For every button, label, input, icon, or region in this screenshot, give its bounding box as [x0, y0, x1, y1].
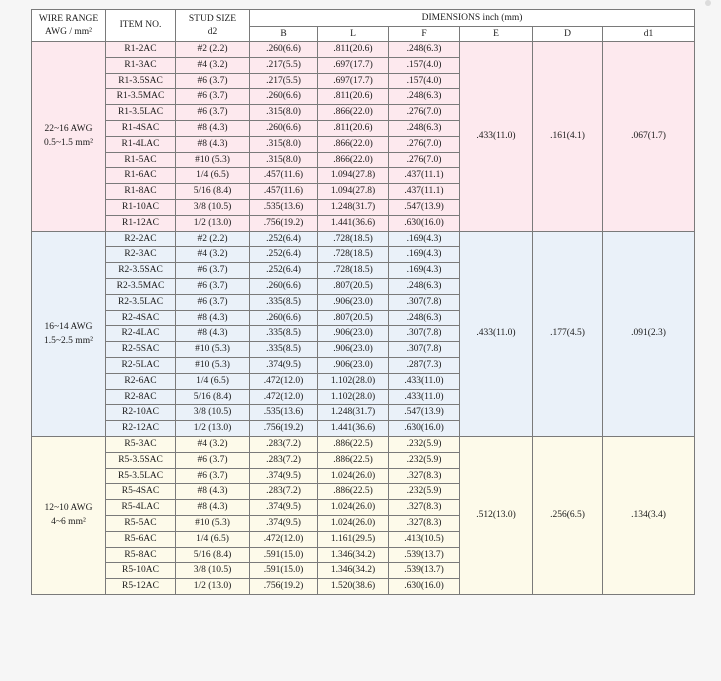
- dim-f-cell: .169(4.3): [389, 247, 460, 263]
- dim-b-cell: .315(8.0): [250, 136, 318, 152]
- dim-d1-cell: .134(3.4): [603, 436, 695, 594]
- dim-l-cell: 1.024(26.0): [318, 468, 389, 484]
- header-col-l: L: [318, 27, 389, 42]
- dim-f-cell: .248(6.3): [389, 278, 460, 294]
- dim-b-cell: .252(6.4): [250, 263, 318, 279]
- dim-d-cell: .177(4.5): [533, 231, 603, 436]
- dim-b-cell: .756(19.2): [250, 215, 318, 231]
- dim-l-cell: .811(20.6): [318, 42, 389, 58]
- dim-b-cell: .252(6.4): [250, 247, 318, 263]
- dim-l-cell: .807(20.5): [318, 310, 389, 326]
- stud-size-cell: #8 (4.3): [176, 500, 250, 516]
- stud-size-cell: #10 (5.3): [176, 357, 250, 373]
- stud-size-cell: #8 (4.3): [176, 484, 250, 500]
- group-3: [32, 436, 695, 594]
- spec-table-wrapper: [31, 9, 694, 595]
- dim-f-cell: .437(11.1): [389, 184, 460, 200]
- stud-size-cell: 1/4 (6.5): [176, 373, 250, 389]
- header-wire-range-line2: AWG / mm²: [45, 26, 92, 37]
- stud-size-cell: #6 (3.7): [176, 468, 250, 484]
- dim-l-cell: .697(17.7): [318, 57, 389, 73]
- dim-f-cell: .327(8.3): [389, 500, 460, 516]
- dim-l-cell: .728(18.5): [318, 231, 389, 247]
- group-2: [32, 231, 695, 436]
- dim-d-cell: .161(4.1): [533, 42, 603, 232]
- wire-range-awg: 16~14 AWG: [44, 321, 93, 332]
- header-stud-size: [176, 10, 250, 42]
- wire-range-cell: [32, 436, 106, 594]
- item-no-cell: R5-3.5LAC: [106, 468, 176, 484]
- dim-f-cell: .433(11.0): [389, 389, 460, 405]
- table-row: [32, 231, 695, 247]
- stud-size-cell: #4 (3.2): [176, 436, 250, 452]
- dim-b-cell: .756(19.2): [250, 579, 318, 595]
- table-row: [32, 42, 695, 58]
- dim-d1-cell: .091(2.3): [603, 231, 695, 436]
- table-row: [32, 436, 695, 452]
- stud-size-cell: 3/8 (10.5): [176, 405, 250, 421]
- stud-size-cell: 5/16 (8.4): [176, 547, 250, 563]
- dim-b-cell: .472(12.0): [250, 389, 318, 405]
- header-dimensions: DIMENSIONS inch (mm): [250, 10, 695, 27]
- stud-size-cell: #8 (4.3): [176, 120, 250, 136]
- item-no-cell: R1-12AC: [106, 215, 176, 231]
- dim-f-cell: .248(6.3): [389, 310, 460, 326]
- wire-range-mm: 4~6 mm²: [51, 517, 86, 528]
- table-header: [32, 10, 695, 42]
- dim-b-cell: .283(7.2): [250, 452, 318, 468]
- dim-f-cell: .307(7.8): [389, 294, 460, 310]
- dim-b-cell: .335(8.5): [250, 294, 318, 310]
- item-no-cell: R2-5LAC: [106, 357, 176, 373]
- stud-size-cell: #4 (3.2): [176, 57, 250, 73]
- stud-size-cell: #10 (5.3): [176, 342, 250, 358]
- stud-size-cell: #6 (3.7): [176, 73, 250, 89]
- dim-b-cell: .591(15.0): [250, 563, 318, 579]
- item-no-cell: R2-3.5MAC: [106, 278, 176, 294]
- dim-f-cell: .437(11.1): [389, 168, 460, 184]
- dim-l-cell: 1.346(34.2): [318, 563, 389, 579]
- item-no-cell: R2-10AC: [106, 405, 176, 421]
- dim-f-cell: .276(7.0): [389, 136, 460, 152]
- header-col-d: D: [533, 27, 603, 42]
- dim-f-cell: .630(16.0): [389, 421, 460, 437]
- dim-l-cell: 1.441(36.6): [318, 421, 389, 437]
- dim-b-cell: .283(7.2): [250, 436, 318, 452]
- header-col-b: B: [250, 27, 318, 42]
- dim-b-cell: .457(11.6): [250, 168, 318, 184]
- dim-b-cell: .283(7.2): [250, 484, 318, 500]
- dim-f-cell: .232(5.9): [389, 436, 460, 452]
- dim-l-cell: .811(20.6): [318, 89, 389, 105]
- header-stud-size-line1: STUD SIZE: [188, 13, 237, 24]
- dim-l-cell: .906(23.0): [318, 294, 389, 310]
- group-1: [32, 42, 695, 232]
- dim-f-cell: .276(7.0): [389, 152, 460, 168]
- dim-l-cell: .866(22.0): [318, 136, 389, 152]
- dim-b-cell: .591(15.0): [250, 547, 318, 563]
- dim-f-cell: .547(13.9): [389, 199, 460, 215]
- stud-size-cell: #10 (5.3): [176, 515, 250, 531]
- dim-f-cell: .630(16.0): [389, 579, 460, 595]
- item-no-cell: R1-10AC: [106, 199, 176, 215]
- stud-size-cell: #6 (3.7): [176, 105, 250, 121]
- wire-range-awg: 22~16 AWG: [44, 124, 93, 135]
- dim-f-cell: .248(6.3): [389, 42, 460, 58]
- dim-f-cell: .276(7.0): [389, 105, 460, 121]
- dim-f-cell: .327(8.3): [389, 468, 460, 484]
- stud-size-cell: #2 (2.2): [176, 42, 250, 58]
- stud-size-cell: #4 (3.2): [176, 247, 250, 263]
- dim-f-cell: .630(16.0): [389, 215, 460, 231]
- dim-l-cell: 1.024(26.0): [318, 515, 389, 531]
- item-no-cell: R2-2AC: [106, 231, 176, 247]
- dim-l-cell: .906(23.0): [318, 357, 389, 373]
- stud-size-cell: #6 (3.7): [176, 452, 250, 468]
- item-no-cell: R1-5AC: [106, 152, 176, 168]
- dim-l-cell: .886(22.5): [318, 452, 389, 468]
- stud-size-cell: 1/4 (6.5): [176, 531, 250, 547]
- stud-size-cell: #6 (3.7): [176, 263, 250, 279]
- dim-l-cell: 1.102(28.0): [318, 373, 389, 389]
- dim-f-cell: .547(13.9): [389, 405, 460, 421]
- dim-f-cell: .157(4.0): [389, 73, 460, 89]
- stud-size-cell: #10 (5.3): [176, 152, 250, 168]
- dim-b-cell: .252(6.4): [250, 231, 318, 247]
- item-no-cell: R5-5AC: [106, 515, 176, 531]
- stud-size-cell: #6 (3.7): [176, 294, 250, 310]
- dim-l-cell: .906(23.0): [318, 342, 389, 358]
- dim-f-cell: .248(6.3): [389, 120, 460, 136]
- item-no-cell: R5-4SAC: [106, 484, 176, 500]
- stud-size-cell: 1/2 (13.0): [176, 579, 250, 595]
- item-no-cell: R1-4LAC: [106, 136, 176, 152]
- dim-b-cell: .756(19.2): [250, 421, 318, 437]
- stud-size-cell: 1/2 (13.0): [176, 215, 250, 231]
- stud-size-cell: #6 (3.7): [176, 278, 250, 294]
- item-no-cell: R1-6AC: [106, 168, 176, 184]
- item-no-cell: R2-3AC: [106, 247, 176, 263]
- dim-l-cell: 1.248(31.7): [318, 405, 389, 421]
- dim-b-cell: .472(12.0): [250, 373, 318, 389]
- dim-f-cell: .287(7.3): [389, 357, 460, 373]
- dim-l-cell: 1.094(27.8): [318, 184, 389, 200]
- dim-b-cell: .335(8.5): [250, 326, 318, 342]
- dim-b-cell: .374(9.5): [250, 357, 318, 373]
- wire-range-mm: 0.5~1.5 mm²: [44, 138, 93, 149]
- dim-f-cell: .539(13.7): [389, 547, 460, 563]
- item-no-cell: R1-4SAC: [106, 120, 176, 136]
- dim-l-cell: .866(22.0): [318, 152, 389, 168]
- item-no-cell: R5-4LAC: [106, 500, 176, 516]
- item-no-cell: R2-3.5LAC: [106, 294, 176, 310]
- dim-f-cell: .307(7.8): [389, 326, 460, 342]
- dim-b-cell: .217(5.5): [250, 57, 318, 73]
- header-col-d1: d1: [603, 27, 695, 42]
- dim-l-cell: .807(20.5): [318, 278, 389, 294]
- dim-e-cell: .512(13.0): [460, 436, 533, 594]
- dim-f-cell: .539(13.7): [389, 563, 460, 579]
- stud-size-cell: 5/16 (8.4): [176, 184, 250, 200]
- header-wire-range-line1: WIRE RANGE: [38, 13, 99, 24]
- dim-f-cell: .157(4.0): [389, 57, 460, 73]
- dim-l-cell: 1.102(28.0): [318, 389, 389, 405]
- dim-f-cell: .248(6.3): [389, 89, 460, 105]
- dim-b-cell: .260(6.6): [250, 278, 318, 294]
- dim-b-cell: .374(9.5): [250, 468, 318, 484]
- dim-e-cell: .433(11.0): [460, 231, 533, 436]
- dim-b-cell: .457(11.6): [250, 184, 318, 200]
- stud-size-cell: 3/8 (10.5): [176, 199, 250, 215]
- dim-l-cell: .866(22.0): [318, 105, 389, 121]
- dim-l-cell: .886(22.5): [318, 436, 389, 452]
- dim-l-cell: .728(18.5): [318, 247, 389, 263]
- item-no-cell: R2-6AC: [106, 373, 176, 389]
- dim-l-cell: 1.248(31.7): [318, 199, 389, 215]
- header-col-f: F: [389, 27, 460, 42]
- dim-f-cell: .169(4.3): [389, 231, 460, 247]
- header-stud-size-line2: d2: [207, 26, 218, 37]
- header-col-e: E: [460, 27, 533, 42]
- header-item-no: ITEM NO.: [106, 10, 176, 42]
- dim-f-cell: .232(5.9): [389, 452, 460, 468]
- dim-b-cell: .217(5.5): [250, 73, 318, 89]
- item-no-cell: R1-3.5SAC: [106, 73, 176, 89]
- item-no-cell: R1-3.5MAC: [106, 89, 176, 105]
- dim-l-cell: .886(22.5): [318, 484, 389, 500]
- dim-l-cell: .811(20.6): [318, 120, 389, 136]
- stud-size-cell: 3/8 (10.5): [176, 563, 250, 579]
- item-no-cell: R2-4LAC: [106, 326, 176, 342]
- stud-size-cell: #2 (2.2): [176, 231, 250, 247]
- dim-b-cell: .260(6.6): [250, 42, 318, 58]
- wire-range-mm: 1.5~2.5 mm²: [44, 335, 93, 346]
- stud-size-cell: 5/16 (8.4): [176, 389, 250, 405]
- dim-l-cell: 1.094(27.8): [318, 168, 389, 184]
- dim-b-cell: .374(9.5): [250, 500, 318, 516]
- stud-size-cell: 1/2 (13.0): [176, 421, 250, 437]
- item-no-cell: R1-8AC: [106, 184, 176, 200]
- dim-f-cell: .169(4.3): [389, 263, 460, 279]
- wire-range-cell: [32, 42, 106, 232]
- header-wire-range: [32, 10, 106, 42]
- item-no-cell: R1-3AC: [106, 57, 176, 73]
- item-no-cell: R2-3.5SAC: [106, 263, 176, 279]
- dim-l-cell: 1.346(34.2): [318, 547, 389, 563]
- dim-b-cell: .260(6.6): [250, 310, 318, 326]
- dim-l-cell: .697(17.7): [318, 73, 389, 89]
- dim-f-cell: .232(5.9): [389, 484, 460, 500]
- stud-size-cell: #8 (4.3): [176, 326, 250, 342]
- dim-f-cell: .307(7.8): [389, 342, 460, 358]
- item-no-cell: R2-4SAC: [106, 310, 176, 326]
- corner-dot: [705, 0, 711, 6]
- dim-b-cell: .472(12.0): [250, 531, 318, 547]
- dim-l-cell: .906(23.0): [318, 326, 389, 342]
- stud-size-cell: #6 (3.7): [176, 89, 250, 105]
- item-no-cell: R5-12AC: [106, 579, 176, 595]
- item-no-cell: R5-3AC: [106, 436, 176, 452]
- stud-size-cell: #8 (4.3): [176, 310, 250, 326]
- dim-b-cell: .374(9.5): [250, 515, 318, 531]
- dim-f-cell: .327(8.3): [389, 515, 460, 531]
- item-no-cell: R1-3.5LAC: [106, 105, 176, 121]
- dim-b-cell: .535(13.6): [250, 199, 318, 215]
- stud-size-cell: #8 (4.3): [176, 136, 250, 152]
- item-no-cell: R2-8AC: [106, 389, 176, 405]
- dim-e-cell: .433(11.0): [460, 42, 533, 232]
- dim-l-cell: .728(18.5): [318, 263, 389, 279]
- dim-l-cell: 1.520(38.6): [318, 579, 389, 595]
- item-no-cell: R5-3.5SAC: [106, 452, 176, 468]
- item-no-cell: R1-2AC: [106, 42, 176, 58]
- stud-size-cell: 1/4 (6.5): [176, 168, 250, 184]
- dim-b-cell: .260(6.6): [250, 120, 318, 136]
- dim-l-cell: 1.441(36.6): [318, 215, 389, 231]
- item-no-cell: R5-10AC: [106, 563, 176, 579]
- dim-b-cell: .260(6.6): [250, 89, 318, 105]
- dim-f-cell: .433(11.0): [389, 373, 460, 389]
- dim-l-cell: 1.161(29.5): [318, 531, 389, 547]
- item-no-cell: R2-12AC: [106, 421, 176, 437]
- dim-d1-cell: .067(1.7): [603, 42, 695, 232]
- dim-b-cell: .335(8.5): [250, 342, 318, 358]
- ring-terminal-spec-table: [31, 9, 695, 595]
- wire-range-awg: 12~10 AWG: [44, 503, 93, 514]
- item-no-cell: R5-6AC: [106, 531, 176, 547]
- dim-b-cell: .535(13.6): [250, 405, 318, 421]
- dim-l-cell: 1.024(26.0): [318, 500, 389, 516]
- wire-range-cell: [32, 231, 106, 436]
- item-no-cell: R2-5SAC: [106, 342, 176, 358]
- item-no-cell: R5-8AC: [106, 547, 176, 563]
- dim-b-cell: .315(8.0): [250, 152, 318, 168]
- dim-f-cell: .413(10.5): [389, 531, 460, 547]
- dim-d-cell: .256(6.5): [533, 436, 603, 594]
- dim-b-cell: .315(8.0): [250, 105, 318, 121]
